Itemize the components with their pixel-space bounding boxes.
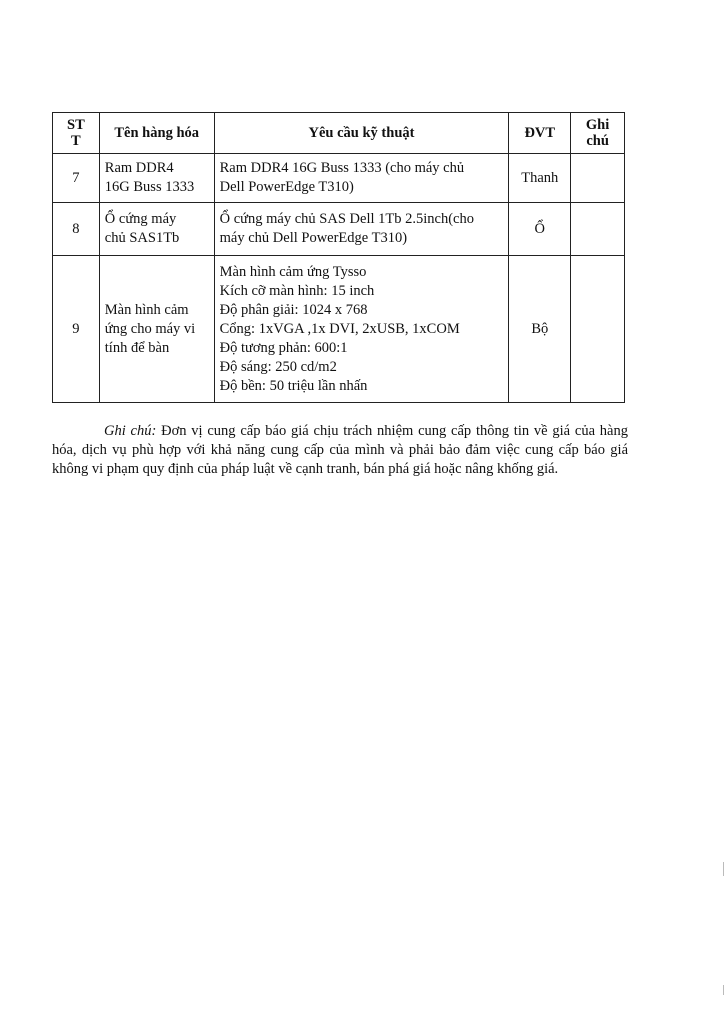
cell-spec-line: Ram DDR4 16G Buss 1333 (cho máy chủ <box>219 160 465 176</box>
table-row <box>53 203 625 256</box>
footnote-text: Đơn vị cung cấp báo giá chịu trách nhiệm cung cấp thông tin về giá của hàng hóa, dịch vụ phù hợp với khả năng cung cấp của mình và phải bảo đảm việc cung cấp báo giá không vi phạm quy định của pháp luật về cạnh tranh, bán phá giá hoặc nâng khống giá. <box>52 423 628 477</box>
cell-stt: 9 <box>53 256 100 403</box>
cell-unit: Thanh <box>509 154 571 203</box>
cell-name-line: tính để bàn <box>104 339 170 356</box>
cell-spec-line: Ổ cứng máy chủ SAS Dell 1Tb 2.5inch(cho <box>219 211 474 227</box>
cell-spec-line: Kích cỡ màn hình: 15 inch <box>219 282 375 299</box>
table-header-row <box>53 113 625 154</box>
header-note-line-1: Ghi <box>585 117 610 133</box>
header-note <box>571 113 625 154</box>
cell-spec-line: Dell PowerEdge T310) <box>219 179 354 195</box>
cell-spec-line: Độ sáng: 250 cd/m2 <box>219 358 337 375</box>
header-stt <box>53 113 100 154</box>
header-unit: ĐVT <box>509 113 571 154</box>
cell-spec <box>214 256 509 403</box>
cell-name-line: ứng cho máy vi <box>104 320 196 337</box>
cell-name-line: 16G Buss 1333 <box>104 179 195 195</box>
footnote-paragraph <box>52 422 628 479</box>
footnote-label: Ghi chú: <box>104 423 157 439</box>
table-row <box>53 256 625 403</box>
cell-note <box>571 256 625 403</box>
header-note-line-2: chú <box>586 133 609 149</box>
cell-name-line: chủ SAS1Tb <box>104 230 180 246</box>
cell-name <box>99 154 214 203</box>
cell-spec-line: Độ bền: 50 triệu lần nhấn <box>219 377 368 394</box>
header-spec: Yêu cầu kỹ thuật <box>214 113 509 154</box>
cell-spec <box>214 154 509 203</box>
cell-name <box>99 256 214 403</box>
cell-spec-line: Độ phân giải: 1024 x 768 <box>219 301 368 318</box>
cell-unit: Bộ <box>509 256 571 403</box>
cell-note <box>571 203 625 256</box>
cell-spec-line: Độ tương phản: 600:1 <box>219 339 348 356</box>
cell-stt: 8 <box>53 203 100 256</box>
cell-name-line: Màn hình cảm <box>104 301 189 318</box>
cell-note <box>571 154 625 203</box>
cell-spec-line: máy chủ Dell PowerEdge T310) <box>219 230 408 246</box>
cell-spec-line: Cổng: 1xVGA ,1x DVI, 2xUSB, 1xCOM <box>219 320 460 337</box>
cell-stt: 7 <box>53 154 100 203</box>
cell-name <box>99 203 214 256</box>
cell-unit: Ổ <box>509 203 571 256</box>
table-row <box>53 154 625 203</box>
cell-name-line: Ổ cứng máy <box>104 211 177 227</box>
goods-spec-table <box>52 112 625 403</box>
header-stt-line-1: ST <box>67 117 85 133</box>
header-stt-line-2: T <box>71 133 81 149</box>
cell-name-line: Ram DDR4 <box>104 160 174 176</box>
cell-spec-line: Màn hình cảm ứng Tysso <box>219 263 367 280</box>
header-name: Tên hàng hóa <box>99 113 214 154</box>
cell-spec <box>214 203 509 256</box>
